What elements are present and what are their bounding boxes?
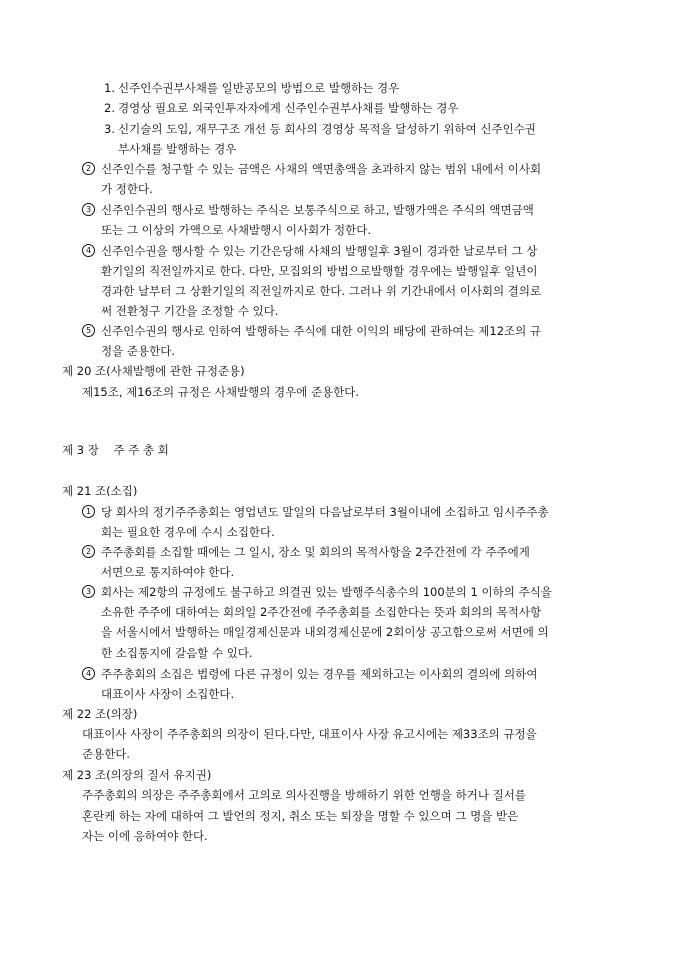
- list-number: 2.: [104, 101, 115, 115]
- clause-line: 경과한 날부터 그 상환기일의 직전일까지로 한다. 그러나 위 기간내에서 이사회의 결의로: [101, 284, 542, 298]
- clause-line: 정을 준용한다.: [101, 344, 175, 358]
- article-heading: 제 20 조(사채발행에 관한 규정준용): [62, 364, 245, 378]
- clause-line: 환기일의 직전일까지로 한다. 다만, 모집외의 방법으로발행할 경우에는 발행일후 일년이: [101, 264, 538, 278]
- article-body: 제15조, 제16조의 규정은 사채발행의 경우에 준용한다.: [82, 385, 360, 399]
- clause-marker: 2: [82, 162, 95, 175]
- clause-line: 신주인수를 청구할 수 있는 금액은 사채의 액면총액을 초과하지 않는 범위 내에서 이사회: [101, 162, 542, 176]
- clause-line: 신주인수권의 행사로 인하여 발행하는 주식에 대한 이익의 배당에 관하여는 제12조의 규: [101, 324, 541, 338]
- article-heading: 제 22 조(의장): [62, 707, 138, 721]
- clause-line: 한 소집통지에 갈음할 수 있다.: [101, 646, 253, 660]
- article-body-line: 자는 이에 응하여야 한다.: [82, 829, 208, 843]
- clause-line: 서면으로 통지하여야 한다.: [101, 565, 235, 579]
- clause-line: 가 정한다.: [101, 182, 153, 196]
- list-number: 1.: [104, 81, 115, 95]
- article-body-line: 대표이사 사장이 주주총회의 의장이 된다.다만, 대표이사 사장 유고시에는 제33조의 규정을: [82, 727, 537, 741]
- chapter-title: 제 3 장 주 주 총 회: [62, 443, 169, 457]
- clause-line: 주주총회를 소집할 때에는 그 일시, 장소 및 회의의 목적사항을 2주간전에 각 주주에게: [101, 545, 530, 559]
- clause-line: 대표이사 사장이 소집한다.: [101, 687, 235, 701]
- clause-line: 또는 그 이상의 가액으로 사채발행시 이사회가 정한다.: [101, 223, 371, 237]
- list-item: 신기술의 도입, 재무구조 개선 등 회사의 경영상 목적을 달성하기 위하여 신주인수권: [118, 122, 536, 136]
- article-body-line: 주주총회의 의장은 주주총회에서 고의로 의사진행을 방해하기 위한 언행을 하거나 질서를: [82, 788, 526, 802]
- list-number: 3.: [104, 122, 115, 136]
- list-item: 신주인수권부사채를 일반공모의 방법으로 발행하는 경우: [118, 81, 400, 95]
- article-body-line: 혼란케 하는 자에 대하여 그 발언의 정지, 취소 또는 퇴장을 명할 수 있으며 그 명을 받은: [82, 809, 519, 823]
- clause-line: 주주총회의 소집은 법령에 다른 규정이 있는 경우를 제외하고는 이사회의 결의에 의하여: [101, 667, 538, 681]
- clause-marker: 5: [82, 324, 95, 337]
- clause-line: 회사는 제2항의 규정에도 불구하고 의결권 있는 발행주식총수의 100분의 1 이하의 주식을: [101, 585, 552, 599]
- clause-line: 당 회사의 정기주주총회는 영업년도 말일의 다음날로부터 3월이내에 소집하고 임시주주총: [101, 505, 549, 519]
- clause-line: 을 서울시에서 발행하는 매일경제신문과 내외경제신문에 2회이상 공고함으로써 서면에 의: [101, 625, 549, 639]
- clause-marker: 3: [82, 203, 95, 216]
- list-item: 경영상 필요로 외국인투자자에게 신주인수권부사채를 발행하는 경우: [118, 101, 459, 115]
- clause-line: 소유한 주주에 대하여는 회의일 2주간전에 주주총회를 소집한다는 뜻과 회의의 목적사항: [101, 605, 542, 619]
- article-heading: 제 21 조(소집): [62, 484, 138, 498]
- clause-marker: 4: [82, 667, 95, 680]
- clause-marker: 1: [82, 505, 95, 518]
- list-item-continuation: 부사채를 발행하는 경우: [118, 142, 237, 156]
- clause-marker: 2: [82, 545, 95, 558]
- article-body-line: 준용한다.: [82, 747, 131, 761]
- clause-line: 신주인수권을 행사할 수 있는 기간은당해 사채의 발행일후 3월이 경과한 날로부터 그 상: [101, 244, 538, 258]
- clause-marker: 3: [82, 585, 95, 598]
- clause-line: 신주인수권의 행사로 발행하는 주식은 보통주식으로 하고, 발행가액은 주식의 액면금액: [101, 203, 534, 217]
- article-heading: 제 23 조(의장의 질서 유지권): [62, 768, 212, 782]
- clause-marker: 4: [82, 244, 95, 257]
- clause-line: 회는 필요한 경우에 수시 소집한다.: [101, 525, 275, 539]
- clause-line: 써 전환청구 기간을 조정할 수 있다.: [101, 304, 279, 318]
